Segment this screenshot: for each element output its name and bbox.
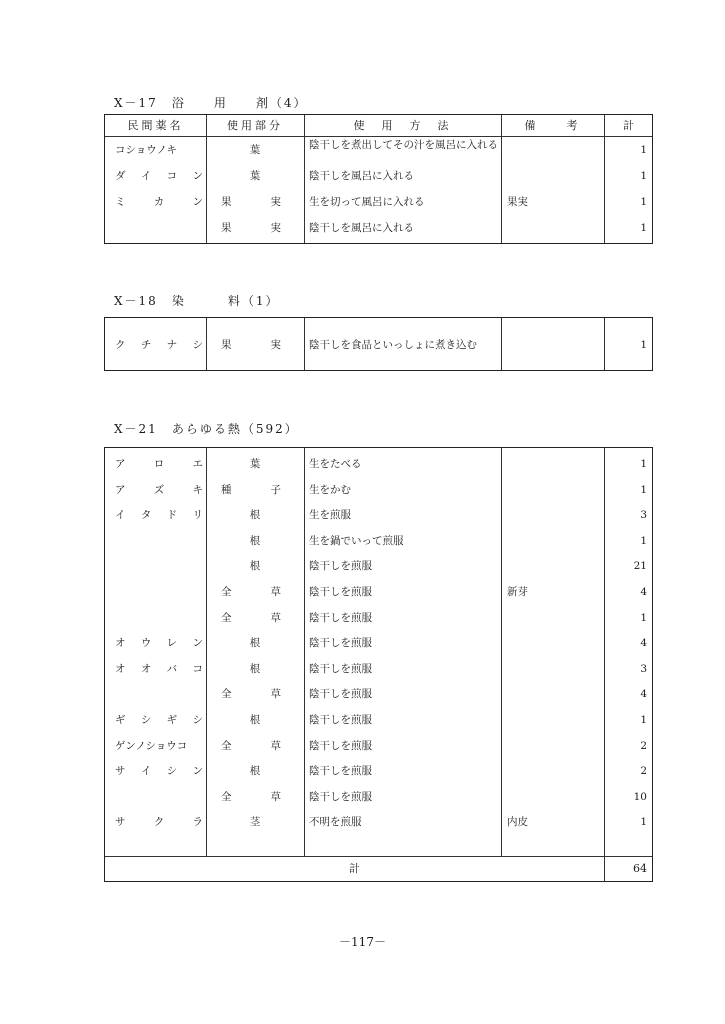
cell-method: 陰干しを風呂に入れる: [309, 170, 414, 182]
cell-method: 陰干しを煎服: [309, 739, 372, 752]
cell-name: サ ク ラ: [115, 816, 203, 829]
cell-part: 根: [249, 637, 261, 650]
table-x18: [104, 317, 653, 371]
section-title-x18: X－18 染 料（1）: [114, 294, 280, 308]
cell-name: イ タ ド リ: [115, 509, 203, 522]
total-label: 計: [349, 862, 360, 875]
table-row: [105, 784, 652, 810]
cell-name: [115, 553, 203, 579]
cell-note: [507, 733, 602, 759]
cell-note: [507, 163, 602, 189]
cell-name: [115, 784, 203, 810]
cell-name: [115, 528, 203, 554]
header-part: 使用部分: [227, 119, 283, 132]
table-row: [105, 189, 652, 215]
cell-part: 根: [249, 662, 261, 675]
cell-method: 陰干しを煎服: [309, 765, 372, 778]
cell-name: コショウノキ: [115, 144, 178, 156]
cell-method: 生を切って風呂に入れる: [309, 196, 425, 208]
cell-part: 根: [249, 509, 261, 522]
cell-count: 1: [640, 339, 647, 351]
table-row: [105, 451, 652, 477]
cell-name: ダ イ コ ン: [115, 170, 203, 182]
cell-part: 全 草: [221, 611, 281, 624]
cell-method: 生をかむ: [309, 483, 351, 496]
cell-count: 1: [640, 714, 647, 726]
cell-method: 生を鍋でいって煎服: [309, 534, 404, 547]
table-header: [105, 115, 652, 137]
cell-part: 根: [249, 765, 261, 778]
cell-name: ア ロ エ: [115, 458, 203, 470]
cell-count: 10: [633, 790, 647, 803]
cell-part: 根: [249, 714, 261, 726]
cell-method: 陰干しを煎服: [309, 662, 372, 675]
table-x17: [104, 114, 653, 244]
table-row: [105, 681, 652, 707]
cell-name: オ ウ レ ン: [115, 637, 203, 650]
cell-note: [507, 758, 602, 784]
header-count: 計: [623, 119, 634, 132]
table-row: [105, 605, 652, 631]
table-row: [105, 809, 652, 835]
table-row: [105, 477, 652, 503]
cell-name: ギ シ ギ シ: [115, 714, 203, 726]
table-row: [105, 137, 652, 163]
table-row: [105, 707, 652, 733]
table-x21: [104, 447, 653, 882]
cell-count: 1: [640, 196, 647, 208]
cell-method: 陰干しを煎服: [309, 714, 372, 726]
cell-method: 陰干しを食品といっしょに煮き込む: [309, 339, 477, 351]
cell-part: 根: [249, 534, 261, 547]
table-row: [105, 630, 652, 656]
cell-note: 果実: [507, 196, 528, 208]
cell-method: 陰干しを煎服: [309, 586, 372, 598]
cell-name: ク チ ナ シ: [115, 339, 203, 351]
cell-note: [507, 707, 602, 733]
cell-note: [507, 605, 602, 631]
cell-method: 不明を煎服: [309, 816, 362, 829]
cell-note: [507, 451, 602, 477]
cell-note: 内皮: [507, 816, 528, 829]
cell-part: 茎: [249, 816, 261, 829]
cell-method: 陰干しを煎服: [309, 637, 372, 650]
cell-part: 全 草: [221, 739, 281, 752]
cell-name: サ イ シ ン: [115, 765, 203, 778]
cell-count: 21: [633, 560, 647, 573]
cell-count: 1: [640, 534, 647, 547]
cell-note: 新芽: [507, 586, 528, 598]
cell-part: 全 草: [221, 586, 281, 598]
cell-name: オ オ バ コ: [115, 662, 203, 675]
cell-part: 果 実: [221, 196, 281, 208]
cell-count: 3: [640, 662, 647, 675]
table-row: [105, 579, 652, 605]
cell-count: 1: [640, 816, 647, 829]
cell-name: ミ カ ン: [115, 196, 203, 208]
table-row: [105, 332, 652, 358]
section-title-x17: X－17 浴 用 剤（4）: [114, 96, 308, 110]
table-row: [105, 502, 652, 528]
total-row: [105, 856, 652, 881]
cell-part: 全 草: [221, 790, 281, 803]
cell-note: [507, 656, 602, 682]
cell-count: 3: [640, 509, 647, 522]
table-row: [105, 758, 652, 784]
page-number: －117－: [339, 935, 386, 949]
cell-part: 葉: [249, 144, 261, 156]
cell-note: [507, 215, 602, 241]
cell-count: 1: [640, 144, 647, 156]
cell-name: [115, 681, 203, 707]
header-note: 備 考: [524, 119, 581, 132]
cell-part: 果 実: [221, 339, 281, 351]
cell-name: [115, 605, 203, 631]
cell-note: [507, 137, 602, 163]
cell-count: 1: [640, 483, 647, 496]
cell-method: 陰干しを煎服: [309, 560, 372, 573]
table-row: [105, 733, 652, 759]
cell-method: 陰干しを煎服: [309, 790, 372, 803]
cell-part: 全 草: [221, 688, 281, 701]
cell-name: [115, 579, 203, 605]
cell-note: [507, 553, 602, 579]
cell-part: 葉: [249, 458, 261, 470]
cell-part: 根: [249, 560, 261, 573]
cell-count: 4: [640, 586, 647, 598]
cell-note: [507, 630, 602, 656]
cell-count: 1: [640, 458, 647, 470]
cell-note: [507, 784, 602, 810]
cell-part: 葉: [249, 170, 261, 182]
cell-count: 1: [640, 611, 647, 624]
table-row: [105, 553, 652, 579]
cell-count: 4: [640, 637, 647, 650]
cell-name: ア ズ キ: [115, 483, 203, 496]
cell-count: 2: [640, 739, 647, 752]
cell-name: ゲンノショウコ: [115, 739, 188, 752]
section-title-x21: X－21 あらゆる熱（592）: [114, 422, 299, 436]
table-row: [105, 656, 652, 682]
cell-count: 4: [640, 688, 647, 701]
cell-count: 2: [640, 765, 647, 778]
table-row: [105, 215, 652, 241]
table-row: [105, 163, 652, 189]
cell-method: 陰干しを煎服: [309, 611, 372, 624]
cell-method: 生をたべる: [309, 458, 362, 470]
cell-count: 1: [640, 170, 647, 182]
table-row: [105, 528, 652, 554]
header-method: 使 用 方 法: [353, 119, 452, 132]
total-count: 64: [633, 862, 647, 875]
cell-method: 生を煎服: [309, 509, 351, 522]
cell-note: [507, 681, 602, 707]
cell-method: 陰干しを風呂に入れる: [309, 222, 414, 234]
cell-note: [507, 477, 602, 503]
cell-count: 1: [640, 222, 647, 234]
cell-note: [507, 332, 602, 358]
cell-name: [115, 215, 203, 241]
cell-part: 果 実: [221, 222, 281, 234]
header-name: 民間薬名: [127, 119, 184, 132]
cell-method: 陰干しを煎服: [309, 688, 372, 701]
cell-note: [507, 528, 602, 554]
cell-part: 種 子: [221, 483, 281, 496]
cell-method: 陰干しを煮出してその汁を風呂に入れる: [309, 139, 498, 151]
cell-note: [507, 502, 602, 528]
